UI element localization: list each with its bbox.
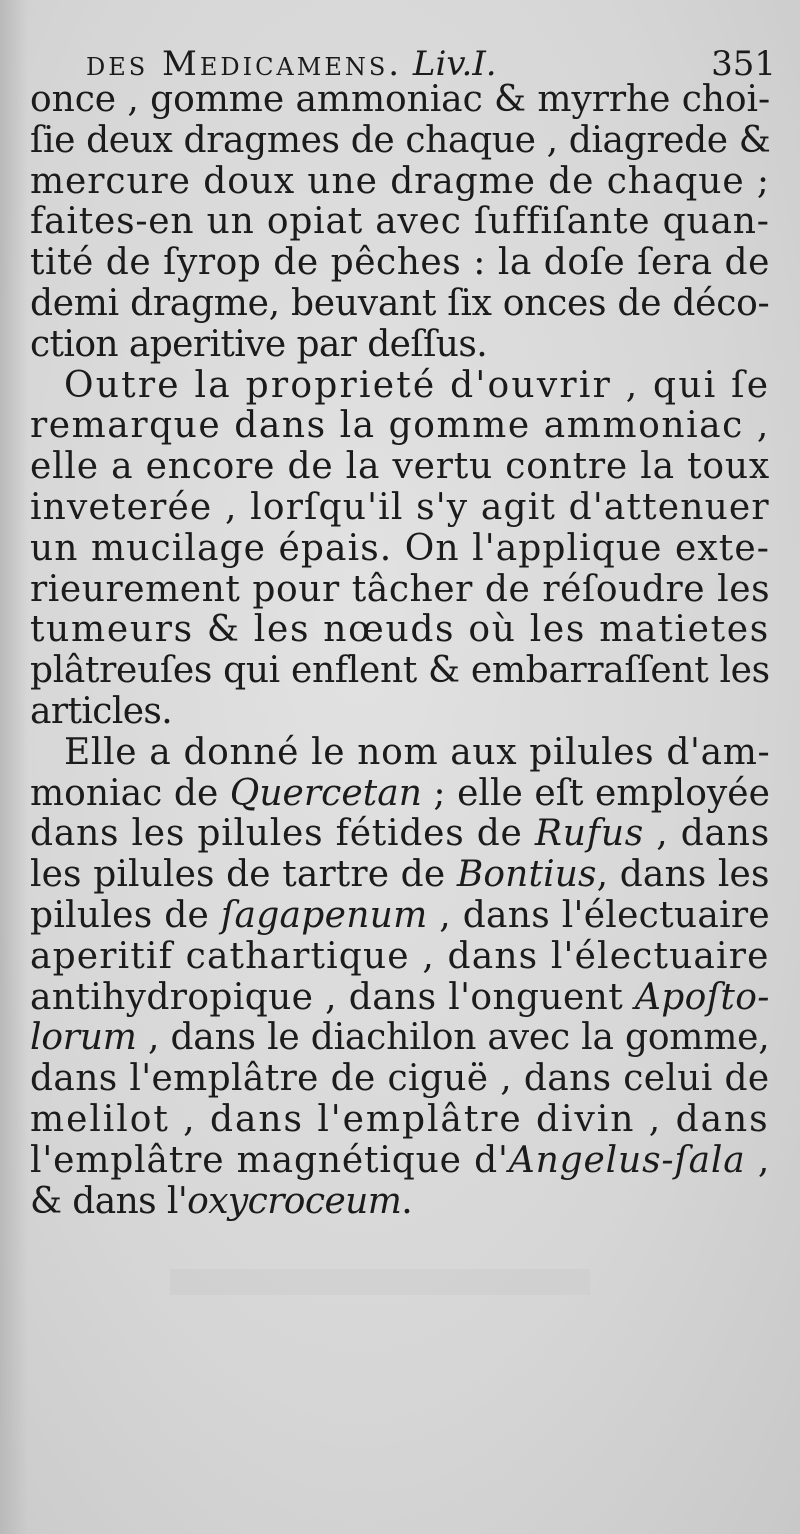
text-line	[30, 772, 770, 816]
italic-name: Angelus-ſala	[508, 1139, 746, 1181]
text-line	[30, 976, 770, 1020]
text-line	[30, 690, 172, 734]
text-line	[30, 200, 770, 244]
bleed-through-text	[170, 1268, 590, 1303]
text-run: un mucilage épais. On l'applique exte-	[30, 527, 770, 569]
text-run: Outre la proprieté d'ouvrir , qui ſe	[64, 364, 771, 406]
text-run: ſie deux dragmes de chaque , diagrede &	[30, 119, 771, 161]
text-run: dans les pilules fétides de	[30, 813, 535, 855]
text-line	[30, 649, 770, 693]
text-run: once , gomme ammoniac & myrrhe choi-	[30, 79, 771, 120]
text-line	[30, 853, 770, 897]
text-run: melilot , dans l'emplâtre divin , dans	[30, 1099, 770, 1140]
text-line	[30, 119, 770, 163]
text-line	[30, 241, 770, 285]
text-run: faites-en un opiat avec ſuffiſante quan-	[30, 201, 770, 243]
text-run: rieurement pour tâcher de réſoudre les	[30, 568, 771, 610]
page-number: 351	[711, 44, 776, 84]
italic-name: oxycroceum	[187, 1180, 402, 1222]
text-run: , dans le diachilon avec la gomme,	[136, 1017, 770, 1059]
text-run: demi dragme, beuvant ſix onces de déco-	[30, 283, 770, 324]
text-run: remarque dans la gomme ammoniac ,	[30, 405, 770, 447]
italic-name: Quercetan	[229, 772, 422, 814]
text-line	[30, 608, 770, 652]
text-run: , dans l'électuaire	[427, 895, 770, 936]
text-line	[30, 323, 487, 367]
text-line	[30, 486, 770, 530]
italic-name: lorum	[30, 1017, 137, 1059]
text-run: aperitif cathartique , dans l'électuaire	[30, 935, 770, 977]
text-run: antihydropique , dans l'onguent	[30, 976, 635, 1018]
text-run: Elle a donné le nom aux pilules d'am-	[64, 731, 771, 773]
text-run: tité de ſyrop de pêches : la doſe ſera de	[30, 242, 770, 284]
text-line	[30, 445, 770, 489]
text-line	[30, 1016, 770, 1060]
text-line	[30, 1180, 412, 1224]
italic-name: ſagapenum	[220, 895, 428, 936]
text-run: moniac de	[30, 772, 230, 814]
text-line	[30, 1139, 770, 1183]
text-run: articles.	[30, 691, 173, 732]
text-line	[30, 812, 770, 856]
text-run: l'emplâtre magnétique d'	[30, 1139, 509, 1181]
italic-name: Bontius	[456, 854, 597, 896]
text-run: ; elle eſt employée	[421, 772, 770, 814]
text-run: elle a encore de la vertu contre la toux	[30, 446, 770, 488]
text-run: , dans	[644, 813, 771, 855]
text-run: ction aperitive par deſſus.	[30, 323, 488, 365]
text-line	[30, 160, 770, 204]
text-run: dans l'emplâtre de ciguë , dans celui de	[30, 1058, 770, 1100]
text-line	[30, 1057, 770, 1101]
text-run: les pilules de tartre de	[30, 854, 457, 896]
text-run: & dans l'	[30, 1180, 188, 1222]
book-reference: Liv.I.	[412, 44, 497, 84]
page-gutter-shadow	[0, 0, 28, 1534]
text-line	[30, 568, 770, 612]
text-run: plâtreuſes qui enflent & embarraſſent les	[30, 650, 770, 692]
italic-name: Apoſto-	[634, 976, 770, 1018]
text-run: inveterée , lorſqu'il s'y agit d'attenuer	[30, 487, 770, 528]
text-line	[30, 404, 770, 448]
text-run: ,	[745, 1139, 771, 1181]
book-title: des Medicamens.	[86, 44, 403, 84]
text-run: mercure doux une dragme de chaque ;	[30, 160, 770, 202]
text-line	[30, 935, 770, 979]
italic-name: Rufus	[534, 813, 645, 855]
text-line	[30, 78, 770, 122]
text-line	[64, 731, 770, 775]
text-run: , dans les	[596, 854, 770, 896]
text-line	[30, 282, 769, 326]
text-line	[30, 527, 770, 571]
text-line	[30, 894, 770, 938]
text-run: pilules de	[30, 895, 221, 936]
text-line	[64, 364, 770, 408]
text-line	[30, 1098, 770, 1142]
text-run: .	[401, 1180, 413, 1222]
text-run: tumeurs & les nœuds où les matietes	[30, 609, 770, 651]
